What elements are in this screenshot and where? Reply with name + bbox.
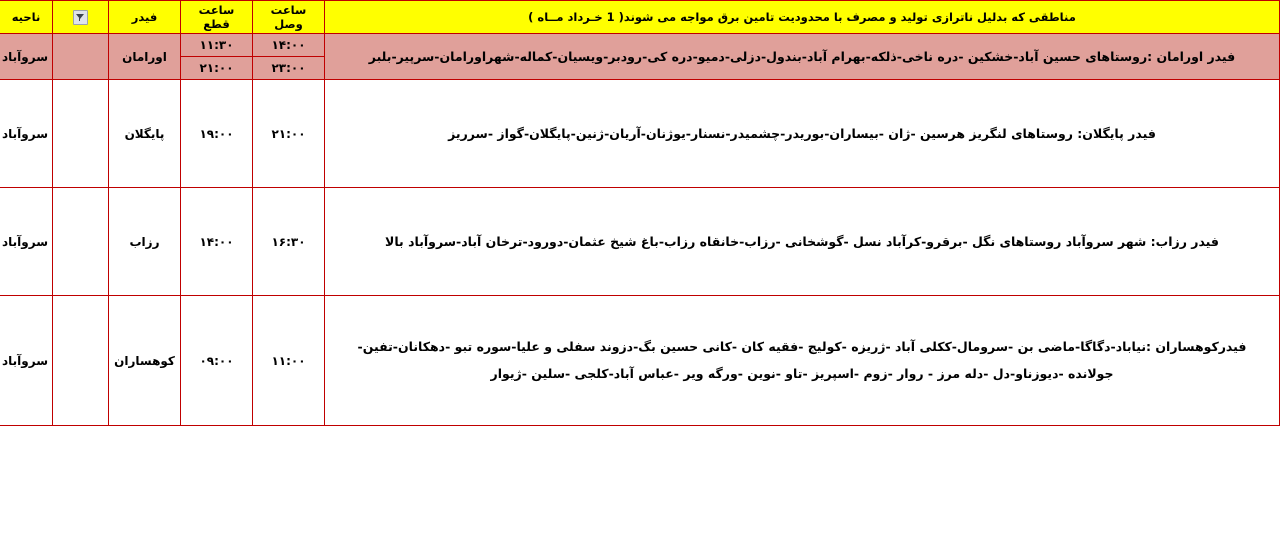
table-header-row: [0, 1, 1280, 34]
table-body: [0, 34, 1280, 426]
row-feeder: پایگلان: [109, 80, 181, 188]
row-description: فیدر رزاب: شهر سروآباد روستاهای نگل -برقرو-کرآباد نسل -گوشخانی -رزاب-خانقاه رزاب-باغ شیخ عثمان-دورود-ترخان آباد-سروآباد بالا: [325, 188, 1280, 296]
row-connect-time: ۱۴:۰۰: [253, 34, 325, 57]
table-row: [0, 296, 1280, 426]
row-connect-time: ۲۳:۰۰: [253, 57, 325, 80]
header-feeder-label: فیدر: [131, 10, 158, 24]
row-description: فیدر پایگلان: روستاهای لنگریز هرسین -ژان -بیساران-بوریدر-چشمیدر-نسنار-یوژنان-آریان-ژنین-پایگلان-گواز -سرریز: [325, 80, 1280, 188]
row-area: سروآباد: [0, 296, 53, 426]
row-disconnect-time: ۰۹:۰۰: [181, 296, 253, 426]
row-feeder: رزاب: [109, 188, 181, 296]
row-feeder: اورامان: [109, 34, 181, 80]
row-area: سروآباد: [0, 34, 53, 80]
row-region: [53, 188, 109, 296]
row-description: فیدر اورامان :روستاهای حسین آباد-خشکین -دره ناخی-ذلکه-بهرام آباد-بندول-دزلی-دمیو-دره کی-رودبر-ویسیان-کماله-شهراورامان-سرپیر-بلبر: [325, 34, 1280, 80]
row-connect-time: ۲۱:۰۰: [253, 80, 325, 188]
row-region: [53, 34, 109, 80]
row-disconnect-time: ۱۱:۳۰: [181, 34, 253, 57]
row-area: سروآباد: [0, 188, 53, 296]
table-row: [0, 80, 1280, 188]
header-description: مناطقی که بدلیل ناترازی تولید و مصرف با محدودیت تامین برق مواجه می شوند( 1 خـرداد مــاه ): [325, 1, 1280, 34]
header-disconnect-time: ساعت قطع: [181, 1, 253, 34]
row-description: فیدرکوهساران :نیاباد-دگاگا-ماضی بن -سرومال-ککلی آباد -ژریزه -کولیج -فقیه کان -کانی حسین بگ-دزوند سفلی و علیا-سوره تبو -دهکانان-تفین-جولانده -دیوزناو-دل -دله مرز - روار -زوم -اسپریز -تاو -نوین -ورگه ویر -عباس آباد-کلجی -سلین -ژیوار: [325, 296, 1280, 426]
row-connect-time: ۱۱:۰۰: [253, 296, 325, 426]
row-disconnect-time: ۲۱:۰۰: [181, 57, 253, 80]
filter-icon[interactable]: [73, 10, 88, 25]
row-connect-time: ۱۶:۳۰: [253, 188, 325, 296]
row-disconnect-time: ۱۴:۰۰: [181, 188, 253, 296]
header-connect-time: ساعت وصل: [253, 1, 325, 34]
header-area: ناحیه: [0, 1, 53, 34]
row-region: [53, 296, 109, 426]
table-row: [0, 34, 1280, 57]
row-area: سروآباد: [0, 80, 53, 188]
header-region: [53, 1, 109, 34]
row-feeder: کوهساران: [109, 296, 181, 426]
row-region: [53, 80, 109, 188]
row-disconnect-time: ۱۹:۰۰: [181, 80, 253, 188]
header-feeder: [109, 1, 181, 34]
table-row: [0, 188, 1280, 296]
